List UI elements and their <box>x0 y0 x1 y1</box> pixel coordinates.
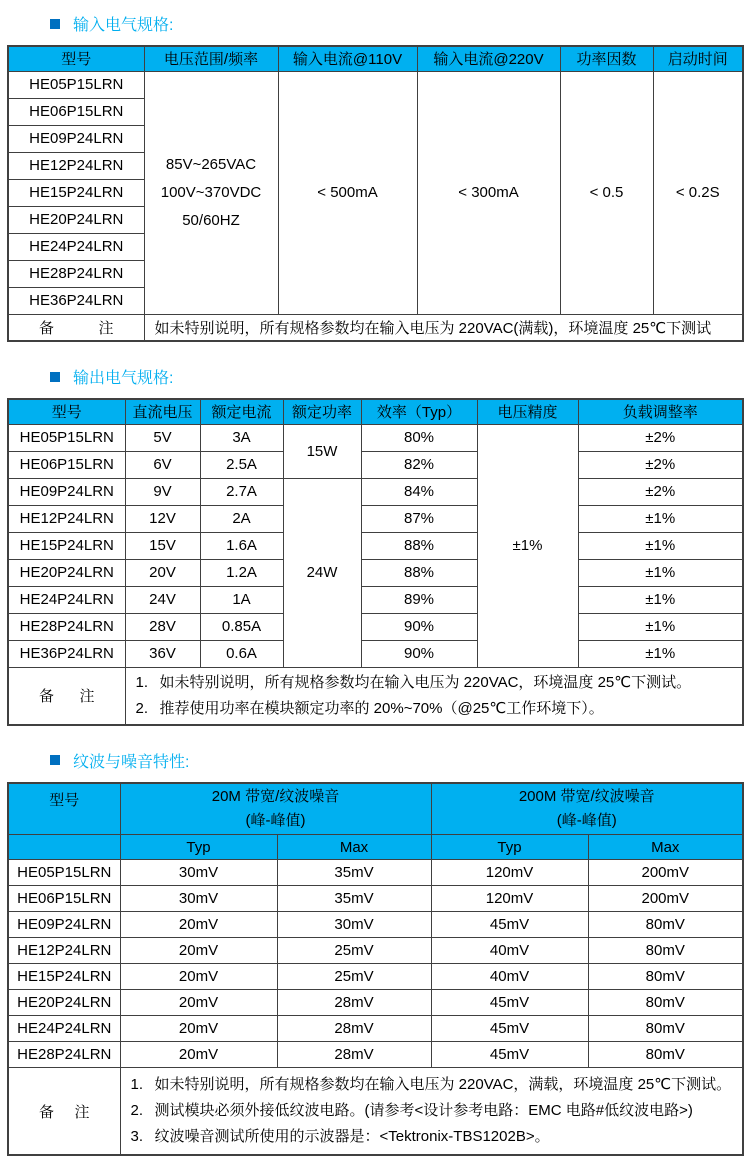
voltage-line: 100V~370VDC <box>160 183 262 201</box>
cell-dc-voltage: 5V <box>125 424 200 451</box>
note-text: 纹波噪音测试所使用的示波器是：<Tektronix-TBS1202B>。 <box>154 1128 550 1145</box>
cell-model: HE06P15LRN <box>8 98 144 125</box>
cell-typ-200m: 45mV <box>431 912 588 938</box>
cell-load-regulation: ±1% <box>578 613 743 640</box>
cell-model: HE09P24LRN <box>8 912 120 938</box>
cell-load-regulation: ±2% <box>578 478 743 505</box>
cell-typ-20m: 20mV <box>120 1016 277 1042</box>
cell-rated-current: 0.85A <box>200 613 283 640</box>
cell-rated-power: 15W <box>283 424 361 478</box>
voltage-line: 85V~265VAC <box>165 155 257 173</box>
col-header-rated-current: 额定电流 <box>200 399 283 424</box>
bullet-square-icon <box>50 19 60 29</box>
table-row <box>8 451 743 478</box>
table-row <box>8 912 743 938</box>
table-row <box>8 532 743 559</box>
cell-dc-voltage: 9V <box>125 478 200 505</box>
col-header-voltage-accuracy: 电压精度 <box>477 399 578 424</box>
cell-current-110v: < 500mA <box>278 71 417 314</box>
header-row <box>8 399 743 424</box>
table-row <box>8 505 743 532</box>
cell-model: HE12P24LRN <box>8 938 120 964</box>
note-row <box>8 1068 743 1156</box>
cell-typ-20m: 20mV <box>120 938 277 964</box>
cell-model: HE36P24LRN <box>8 287 144 314</box>
cell-rated-current: 1.2A <box>200 559 283 586</box>
cell-max-20m: 28mV <box>277 990 431 1016</box>
cell-model: HE24P24LRN <box>8 233 144 260</box>
col-header-model: 型号 <box>8 783 120 835</box>
cell-efficiency: 90% <box>361 640 477 667</box>
table-row <box>8 938 743 964</box>
cell-efficiency: 80% <box>361 424 477 451</box>
note-label-cell <box>8 314 144 341</box>
note-label-char: 注 <box>74 1103 90 1121</box>
cell-typ-20m: 20mV <box>120 964 277 990</box>
col-header-model: 型号 <box>8 46 144 71</box>
cell-typ-200m: 120mV <box>431 860 588 886</box>
cell-power-factor: < 0.5 <box>560 71 653 314</box>
cell-load-regulation: ±1% <box>578 505 743 532</box>
output-spec-section <box>0 365 750 726</box>
group-subtitle: (峰-峰值) <box>556 811 617 829</box>
col-header-startup-time: 启动时间 <box>653 46 743 71</box>
bullet-square-icon <box>50 755 60 765</box>
table-row <box>8 990 743 1016</box>
section-title-output <box>50 365 750 388</box>
col-header-max: Max <box>277 835 431 860</box>
note-text: 如未特别说明，所有规格参数均在输入电压为 220VAC，满载，环境温度 25℃下测试。 <box>154 1076 732 1093</box>
table-row <box>8 613 743 640</box>
table-row <box>8 586 743 613</box>
cell-voltage-range <box>144 71 278 314</box>
voltage-line: 50/60HZ <box>182 211 240 229</box>
cell-efficiency: 88% <box>361 559 477 586</box>
cell-load-regulation: ±1% <box>578 559 743 586</box>
cell-efficiency: 87% <box>361 505 477 532</box>
cell-typ-200m: 45mV <box>431 990 588 1016</box>
cell-model: HE09P24LRN <box>8 478 125 505</box>
cell-max-200m: 80mV <box>588 990 743 1016</box>
cell-max-200m: 200mV <box>588 886 743 912</box>
note-row <box>8 667 743 725</box>
table-row <box>8 1042 743 1068</box>
col-header-max: Max <box>588 835 743 860</box>
cell-model: HE15P24LRN <box>8 179 144 206</box>
col-header-voltage-range: 电压范围/频率 <box>144 46 278 71</box>
cell-model: HE05P15LRN <box>8 71 144 98</box>
cell-max-20m: 28mV <box>277 1016 431 1042</box>
cell-max-200m: 80mV <box>588 1016 743 1042</box>
cell-model: HE12P24LRN <box>8 505 125 532</box>
cell-max-20m: 35mV <box>277 886 431 912</box>
cell-model: HE06P15LRN <box>8 451 125 478</box>
note-number: 3. <box>130 1128 144 1145</box>
cell-dc-voltage: 15V <box>125 532 200 559</box>
table-row <box>8 71 743 98</box>
table-row <box>8 640 743 667</box>
col-header-efficiency: 效率（Typ） <box>361 399 477 424</box>
col-header-dc-voltage: 直流电压 <box>125 399 200 424</box>
cell-typ-200m: 45mV <box>431 1042 588 1068</box>
note-text: 推荐使用功率在模块额定功率的 20%~70%（@25℃工作环境下）。 <box>159 699 604 717</box>
note-number: 2. <box>135 699 149 717</box>
note-label-cell <box>8 667 125 725</box>
cell-model: HE20P24LRN <box>8 559 125 586</box>
note-line <box>131 1124 733 1150</box>
cell-model: HE06P15LRN <box>8 886 120 912</box>
group-title: 20M 带宽/纹波噪音 <box>211 787 340 805</box>
cell-model: HE15P24LRN <box>8 532 125 559</box>
notes-cell <box>125 667 743 725</box>
section-title-text: 输出电气规格: <box>73 370 174 387</box>
cell-max-20m: 30mV <box>277 912 431 938</box>
cell-load-regulation: ±2% <box>578 424 743 451</box>
cell-rated-current: 1A <box>200 586 283 613</box>
cell-dc-voltage: 6V <box>125 451 200 478</box>
col-header-200m-bandwidth <box>431 783 743 835</box>
table-row <box>8 964 743 990</box>
cell-typ-20m: 20mV <box>120 990 277 1016</box>
col-header-current-110v: 输入电流@110V <box>278 46 417 71</box>
cell-dc-voltage: 28V <box>125 613 200 640</box>
note-number: 1. <box>135 673 149 691</box>
cell-model: HE24P24LRN <box>8 1016 120 1042</box>
cell-efficiency: 84% <box>361 478 477 505</box>
cell-rated-current: 0.6A <box>200 640 283 667</box>
cell-model: HE05P15LRN <box>8 860 120 886</box>
cell-rated-current: 2.7A <box>200 478 283 505</box>
note-number: 2. <box>130 1102 144 1119</box>
section-title-ripple <box>50 749 750 772</box>
header-row <box>8 46 743 71</box>
col-header-typ: Typ <box>431 835 588 860</box>
cell-voltage-accuracy: ±1% <box>477 424 578 667</box>
cell-startup-time: < 0.2S <box>653 71 743 314</box>
col-header-20m-bandwidth <box>120 783 431 835</box>
col-header-load-regulation: 负载调整率 <box>578 399 743 424</box>
note-label-char: 备 <box>39 319 55 337</box>
header-row <box>8 783 743 835</box>
table-row <box>8 559 743 586</box>
cell-rated-power: 24W <box>283 478 361 667</box>
note-line <box>136 696 733 722</box>
cell-efficiency: 88% <box>361 532 477 559</box>
cell-dc-voltage: 12V <box>125 505 200 532</box>
cell-model: HE28P24LRN <box>8 1042 120 1068</box>
cell-max-200m: 80mV <box>588 938 743 964</box>
cell-load-regulation: ±1% <box>578 640 743 667</box>
cell-rated-current: 2.5A <box>200 451 283 478</box>
cell-max-200m: 80mV <box>588 964 743 990</box>
note-text: 测试模块必须外接低纹波电路。(请参考<设计参考电路：EMC 电路#低纹波电路>) <box>154 1102 693 1119</box>
cell-typ-200m: 120mV <box>431 886 588 912</box>
cell-typ-20m: 30mV <box>120 860 277 886</box>
col-header-typ: Typ <box>120 835 277 860</box>
cell-model: HE36P24LRN <box>8 640 125 667</box>
subheader-row <box>8 835 743 860</box>
table-row <box>8 1016 743 1042</box>
cell-dc-voltage: 36V <box>125 640 200 667</box>
table-row <box>8 478 743 505</box>
cell-model: HE28P24LRN <box>8 613 125 640</box>
cell-model: HE12P24LRN <box>8 152 144 179</box>
section-title-input <box>50 12 750 35</box>
table-row <box>8 860 743 886</box>
note-row <box>8 314 743 341</box>
bullet-square-icon <box>50 372 60 382</box>
note-line <box>136 670 733 696</box>
header-spacer-cell <box>8 835 120 860</box>
group-title: 200M 带宽/纹波噪音 <box>518 787 655 805</box>
cell-max-20m: 25mV <box>277 964 431 990</box>
cell-current-220v: < 300mA <box>417 71 560 314</box>
cell-load-regulation: ±1% <box>578 586 743 613</box>
note-label-char: 备 <box>39 688 55 705</box>
table-row <box>8 886 743 912</box>
cell-max-20m: 35mV <box>277 860 431 886</box>
table-row <box>8 424 743 451</box>
col-header-power-factor: 功率因数 <box>560 46 653 71</box>
cell-rated-current: 2A <box>200 505 283 532</box>
cell-dc-voltage: 24V <box>125 586 200 613</box>
section-title-text: 输入电气规格: <box>73 17 174 34</box>
output-spec-table <box>7 398 744 726</box>
col-header-current-220v: 输入电流@220V <box>417 46 560 71</box>
cell-efficiency: 89% <box>361 586 477 613</box>
input-spec-section <box>0 12 750 342</box>
cell-model: HE28P24LRN <box>8 260 144 287</box>
cell-typ-20m: 20mV <box>120 1042 277 1068</box>
cell-model: HE05P15LRN <box>8 424 125 451</box>
note-text: 如未特别说明，所有规格参数均在输入电压为 220VAC，环境温度 25℃下测试。 <box>159 673 692 691</box>
cell-typ-200m: 40mV <box>431 938 588 964</box>
col-header-model: 型号 <box>8 399 125 424</box>
cell-dc-voltage: 20V <box>125 559 200 586</box>
cell-model: HE15P24LRN <box>8 964 120 990</box>
note-label-cell <box>8 1068 120 1156</box>
cell-load-regulation: ±2% <box>578 451 743 478</box>
note-text: 如未特别说明，所有规格参数均在输入电压为 220VAC(满载)，环境温度 25℃下测试 <box>144 314 743 341</box>
note-label-char: 注 <box>98 319 114 337</box>
cell-max-200m: 80mV <box>588 912 743 938</box>
note-line <box>131 1098 733 1124</box>
cell-model: HE20P24LRN <box>8 990 120 1016</box>
cell-typ-20m: 20mV <box>120 912 277 938</box>
note-label-char: 备 <box>39 1103 55 1121</box>
cell-max-20m: 28mV <box>277 1042 431 1068</box>
notes-cell <box>120 1068 743 1156</box>
cell-typ-200m: 40mV <box>431 964 588 990</box>
note-label-char: 注 <box>79 688 95 705</box>
cell-rated-current: 3A <box>200 424 283 451</box>
note-number: 1. <box>130 1076 144 1093</box>
input-spec-table <box>7 45 744 342</box>
cell-load-regulation: ±1% <box>578 532 743 559</box>
col-header-rated-power: 额定功率 <box>283 399 361 424</box>
section-title-text: 纹波与噪音特性: <box>73 753 190 771</box>
cell-model: HE24P24LRN <box>8 586 125 613</box>
cell-efficiency: 82% <box>361 451 477 478</box>
ripple-noise-section <box>0 749 750 1157</box>
cell-model: HE20P24LRN <box>8 206 144 233</box>
cell-rated-current: 1.6A <box>200 532 283 559</box>
cell-typ-20m: 30mV <box>120 886 277 912</box>
cell-model: HE09P24LRN <box>8 125 144 152</box>
cell-typ-200m: 45mV <box>431 1016 588 1042</box>
cell-max-200m: 80mV <box>588 1042 743 1068</box>
cell-max-20m: 25mV <box>277 938 431 964</box>
group-subtitle: (峰-峰值) <box>245 811 306 829</box>
ripple-noise-table <box>7 782 744 1157</box>
cell-max-200m: 200mV <box>588 860 743 886</box>
note-line <box>131 1072 733 1098</box>
cell-efficiency: 90% <box>361 613 477 640</box>
